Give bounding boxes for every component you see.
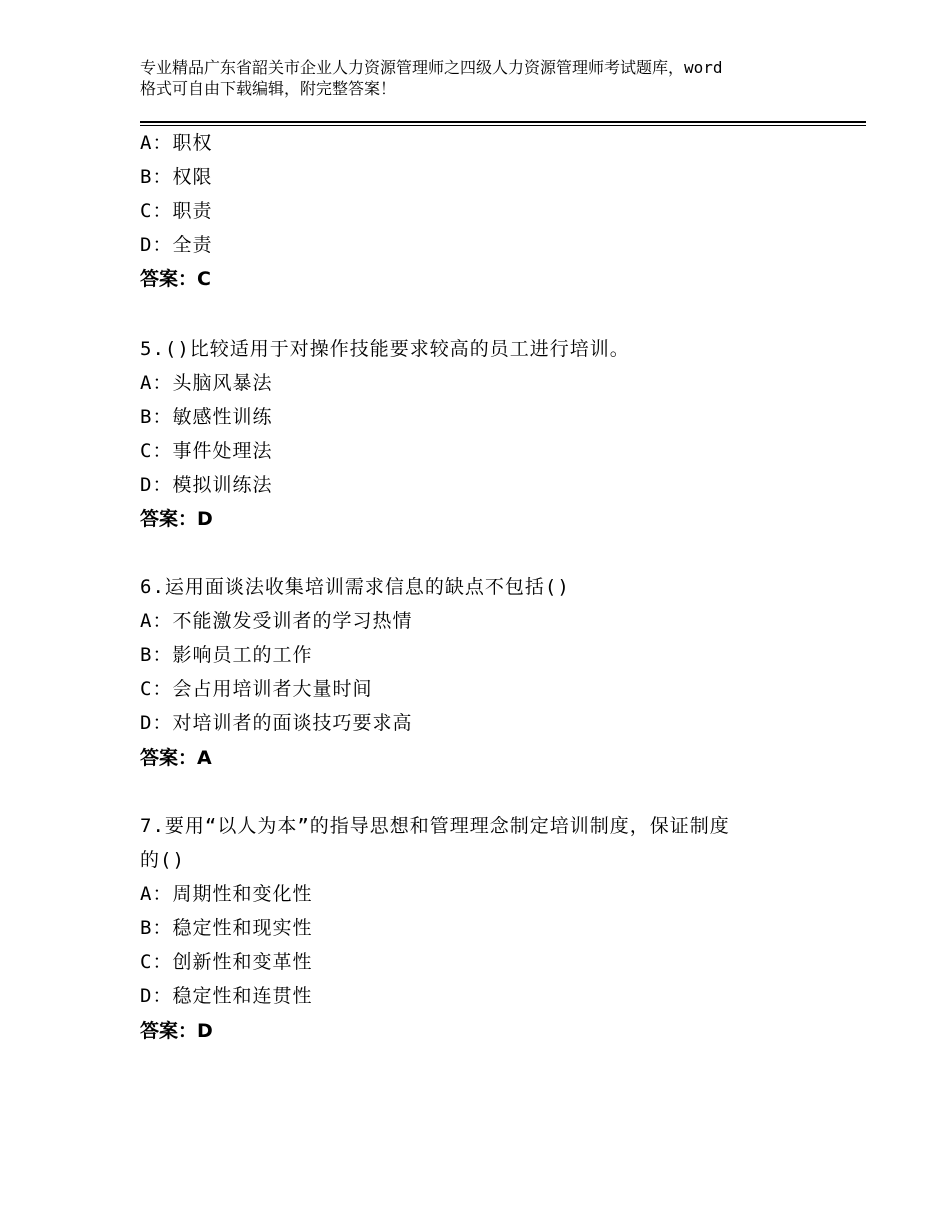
header-line-2: 格式可自由下载编辑，附完整答案！ (140, 79, 397, 98)
q6-option-c: C：会占用培训者大量时间 (140, 678, 373, 700)
q7-option-a: A：周期性和变化性 (140, 883, 313, 905)
q7-option-d: D：稳定性和连贯性 (140, 985, 313, 1007)
q6-question: 6.运用面谈法收集培训需求信息的缺点不包括() (140, 576, 570, 598)
q7-answer: 答案：D (140, 1020, 213, 1042)
q5-option-c: C：事件处理法 (140, 440, 273, 462)
document-header (140, 57, 830, 99)
q7-question-line-2: 的() (140, 849, 185, 871)
q6-option-b: B：影响员工的工作 (140, 644, 313, 666)
q4-answer: 答案：C (140, 268, 211, 290)
q5-answer: 答案：D (140, 508, 213, 530)
q5-question: 5.()比较适用于对操作技能要求较高的员工进行培训。 (140, 338, 630, 360)
q5-option-d: D：模拟训练法 (140, 474, 273, 496)
q6-answer: 答案：A (140, 747, 212, 769)
q6-option-a: A：不能激发受训者的学习热情 (140, 610, 413, 632)
q5-option-a: A：头脑风暴法 (140, 372, 273, 394)
q7-question-line-1: 7.要用“以人为本”的指导思想和管理理念制定培训制度，保证制度 (140, 815, 730, 837)
q7-option-c: C：创新性和变革性 (140, 951, 313, 973)
q4-option-a: A：职权 (140, 132, 213, 154)
q7-option-b: B：稳定性和现实性 (140, 917, 313, 939)
q4-option-d: D：全责 (140, 234, 213, 256)
header-divider (140, 121, 866, 126)
q5-option-b: B：敏感性训练 (140, 406, 273, 428)
q6-option-d: D：对培训者的面谈技巧要求高 (140, 712, 413, 734)
q4-option-c: C：职责 (140, 200, 213, 222)
q4-option-b: B：权限 (140, 166, 213, 188)
header-line-1: 专业精品广东省韶关市企业人力资源管理师之四级人力资源管理师考试题库，word (140, 58, 723, 77)
